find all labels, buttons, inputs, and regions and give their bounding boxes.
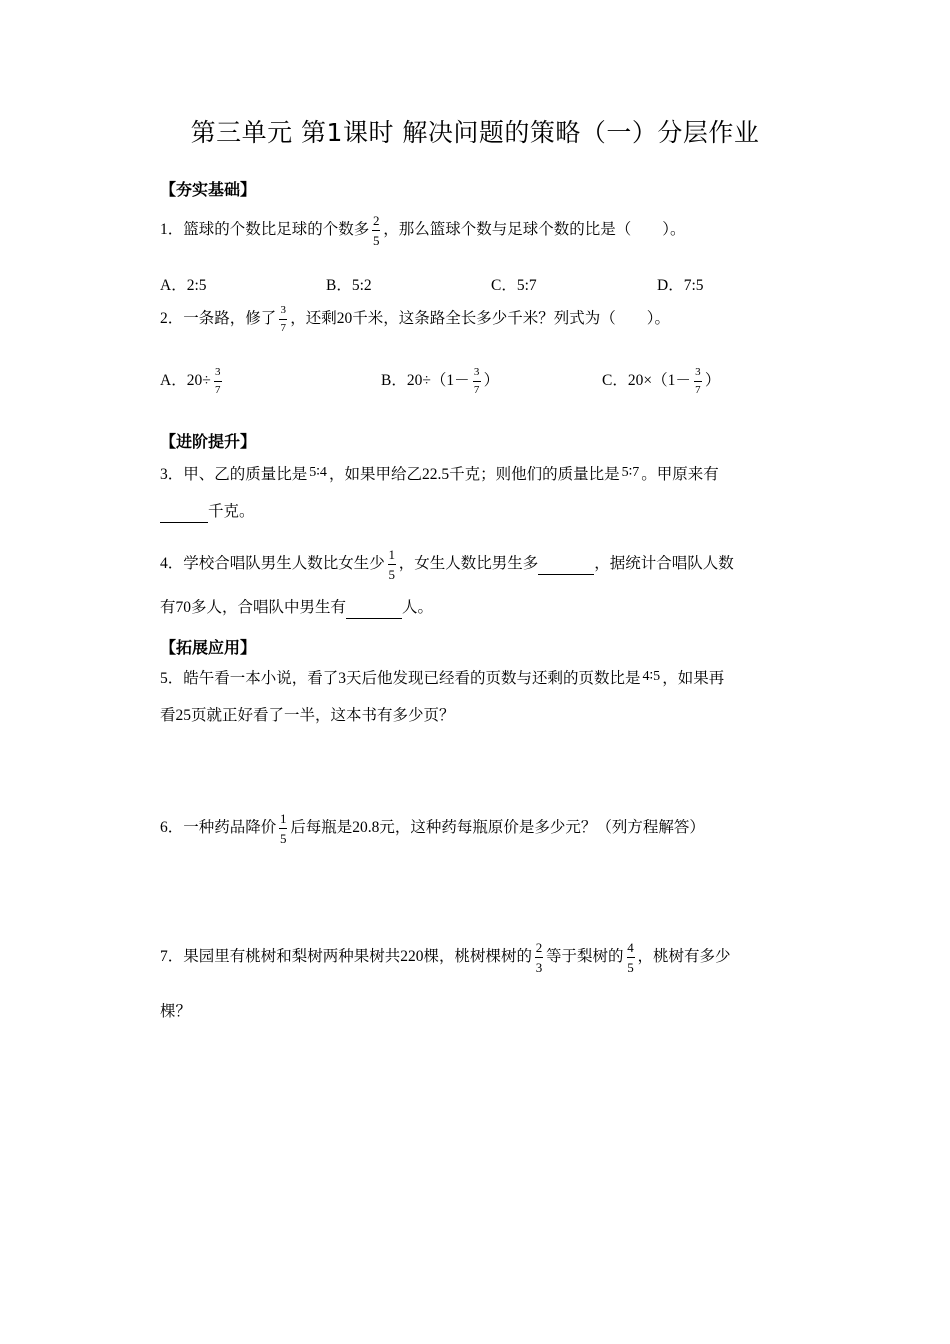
ratio: 5∶7 (621, 465, 640, 480)
question-6 (160, 812, 705, 845)
option-c: C．5:7 (491, 277, 537, 294)
ratio: 4∶5 (642, 669, 661, 684)
question-3 (160, 465, 719, 486)
fraction (535, 941, 543, 974)
fraction (388, 548, 396, 581)
question-text: ，桃树有多少 (637, 948, 731, 966)
question-number: 5． (160, 670, 184, 687)
fraction-numerator: 3 (214, 366, 221, 378)
option-b: B．5:2 (326, 277, 372, 294)
option-text: ） (483, 372, 500, 390)
question-7-line-2: 棵？ (160, 1003, 192, 1020)
question-1 (160, 214, 686, 247)
question-text: ，女生人数比男生多 (398, 555, 539, 573)
question-text: 篮球的个数比足球的个数多 (183, 221, 370, 239)
question-text: ，如果甲给乙22.5千克；则他们的质量比是 (328, 466, 620, 483)
question-number: 1． (160, 221, 184, 239)
question-5 (160, 669, 724, 690)
option-text: ） (704, 372, 721, 390)
fraction-numerator: 4 (627, 940, 634, 955)
question-2 (160, 305, 670, 334)
ratio: 5∶4 (309, 465, 327, 480)
question-number: 6． (160, 819, 184, 837)
fraction (372, 214, 380, 247)
option-d: D．7:5 (657, 277, 704, 294)
section-heading-basic: 【夯实基础】 (160, 180, 257, 199)
question-number: 3． (160, 466, 184, 483)
option-c (602, 367, 720, 396)
fraction-numerator: 3 (280, 304, 287, 316)
question-text: 有70多人，合唱队中男生有 (160, 599, 347, 616)
question-text: 后每瓶是20.8元，这种药每瓶原价是多少元？（列方程解答） (290, 819, 705, 837)
fraction-denominator: 7 (473, 384, 480, 396)
answer-blank[interactable] (538, 554, 594, 575)
option-a: A．2:5 (160, 277, 207, 294)
question-text: 千克。 (208, 503, 255, 520)
fraction-numerator: 1 (388, 547, 396, 562)
question-text: ，据统计合唱队人数 (594, 555, 734, 573)
question-text: ，还剩20千米，这条路全长多少千米？列式为（ ）。 (290, 310, 671, 328)
question-number: 7． (160, 948, 184, 966)
fraction (279, 812, 287, 845)
fraction (279, 305, 287, 334)
fraction (214, 367, 222, 396)
question-text: 人。 (402, 599, 434, 616)
page-title: 第三单元 第1课时 解决问题的策略（一）分层作业 (190, 118, 760, 147)
fraction-denominator: 3 (535, 960, 543, 975)
answer-blank[interactable] (160, 502, 208, 523)
fraction-denominator: 5 (627, 960, 634, 975)
question-3-line-2 (160, 502, 255, 523)
fraction-numerator: 2 (373, 213, 380, 228)
question-7 (160, 941, 731, 974)
fraction-numerator: 3 (695, 366, 701, 378)
question-text: ，那么篮球个数与足球个数的比是（ ）。 (383, 221, 686, 239)
option-b (381, 367, 499, 396)
question-text: ，如果再 (662, 670, 725, 687)
section-heading-extend: 【拓展应用】 (160, 638, 257, 657)
fraction-numerator: 1 (280, 811, 287, 826)
question-text: 甲、乙的质量比是 (183, 466, 308, 483)
fraction-numerator: 2 (535, 940, 543, 955)
section-heading-advanced: 【进阶提升】 (160, 432, 257, 451)
fraction-denominator: 5 (280, 831, 287, 846)
fraction-denominator: 7 (214, 384, 221, 396)
option-text: A．20÷ (160, 372, 211, 390)
question-number: 4． (160, 555, 184, 573)
question-text: 。甲原来有 (641, 466, 719, 483)
question-text: 一种药品降价 (183, 819, 277, 837)
question-text: 皓午看一本小说，看了3天后他发现已经看的页数与还剩的页数比是 (183, 670, 641, 687)
question-4-line-2 (160, 598, 433, 619)
fraction-numerator: 3 (473, 366, 480, 378)
question-4 (160, 548, 734, 581)
fraction (473, 367, 481, 396)
option-a (160, 367, 225, 396)
question-5-line-2: 看25页就正好看了一半，这本书有多少页？ (160, 707, 455, 724)
option-text: B．20÷（1－ (381, 372, 470, 390)
question-text: 果园里有桃树和梨树两种果树共220棵，桃树棵树的 (183, 948, 533, 966)
fraction-denominator: 5 (388, 567, 396, 582)
fraction-denominator: 7 (695, 384, 701, 396)
question-number: 2． (160, 310, 184, 328)
question-text: 等于梨树的 (546, 948, 624, 966)
question-text: 一条路，修了 (183, 310, 277, 328)
fraction-denominator: 7 (280, 322, 287, 334)
fraction (694, 367, 702, 396)
fraction-denominator: 5 (373, 233, 380, 248)
answer-blank[interactable] (346, 598, 402, 619)
fraction (627, 941, 635, 974)
option-text: C．20×（1－ (602, 372, 691, 390)
question-text: 学校合唱队男生人数比女生少 (183, 555, 385, 573)
